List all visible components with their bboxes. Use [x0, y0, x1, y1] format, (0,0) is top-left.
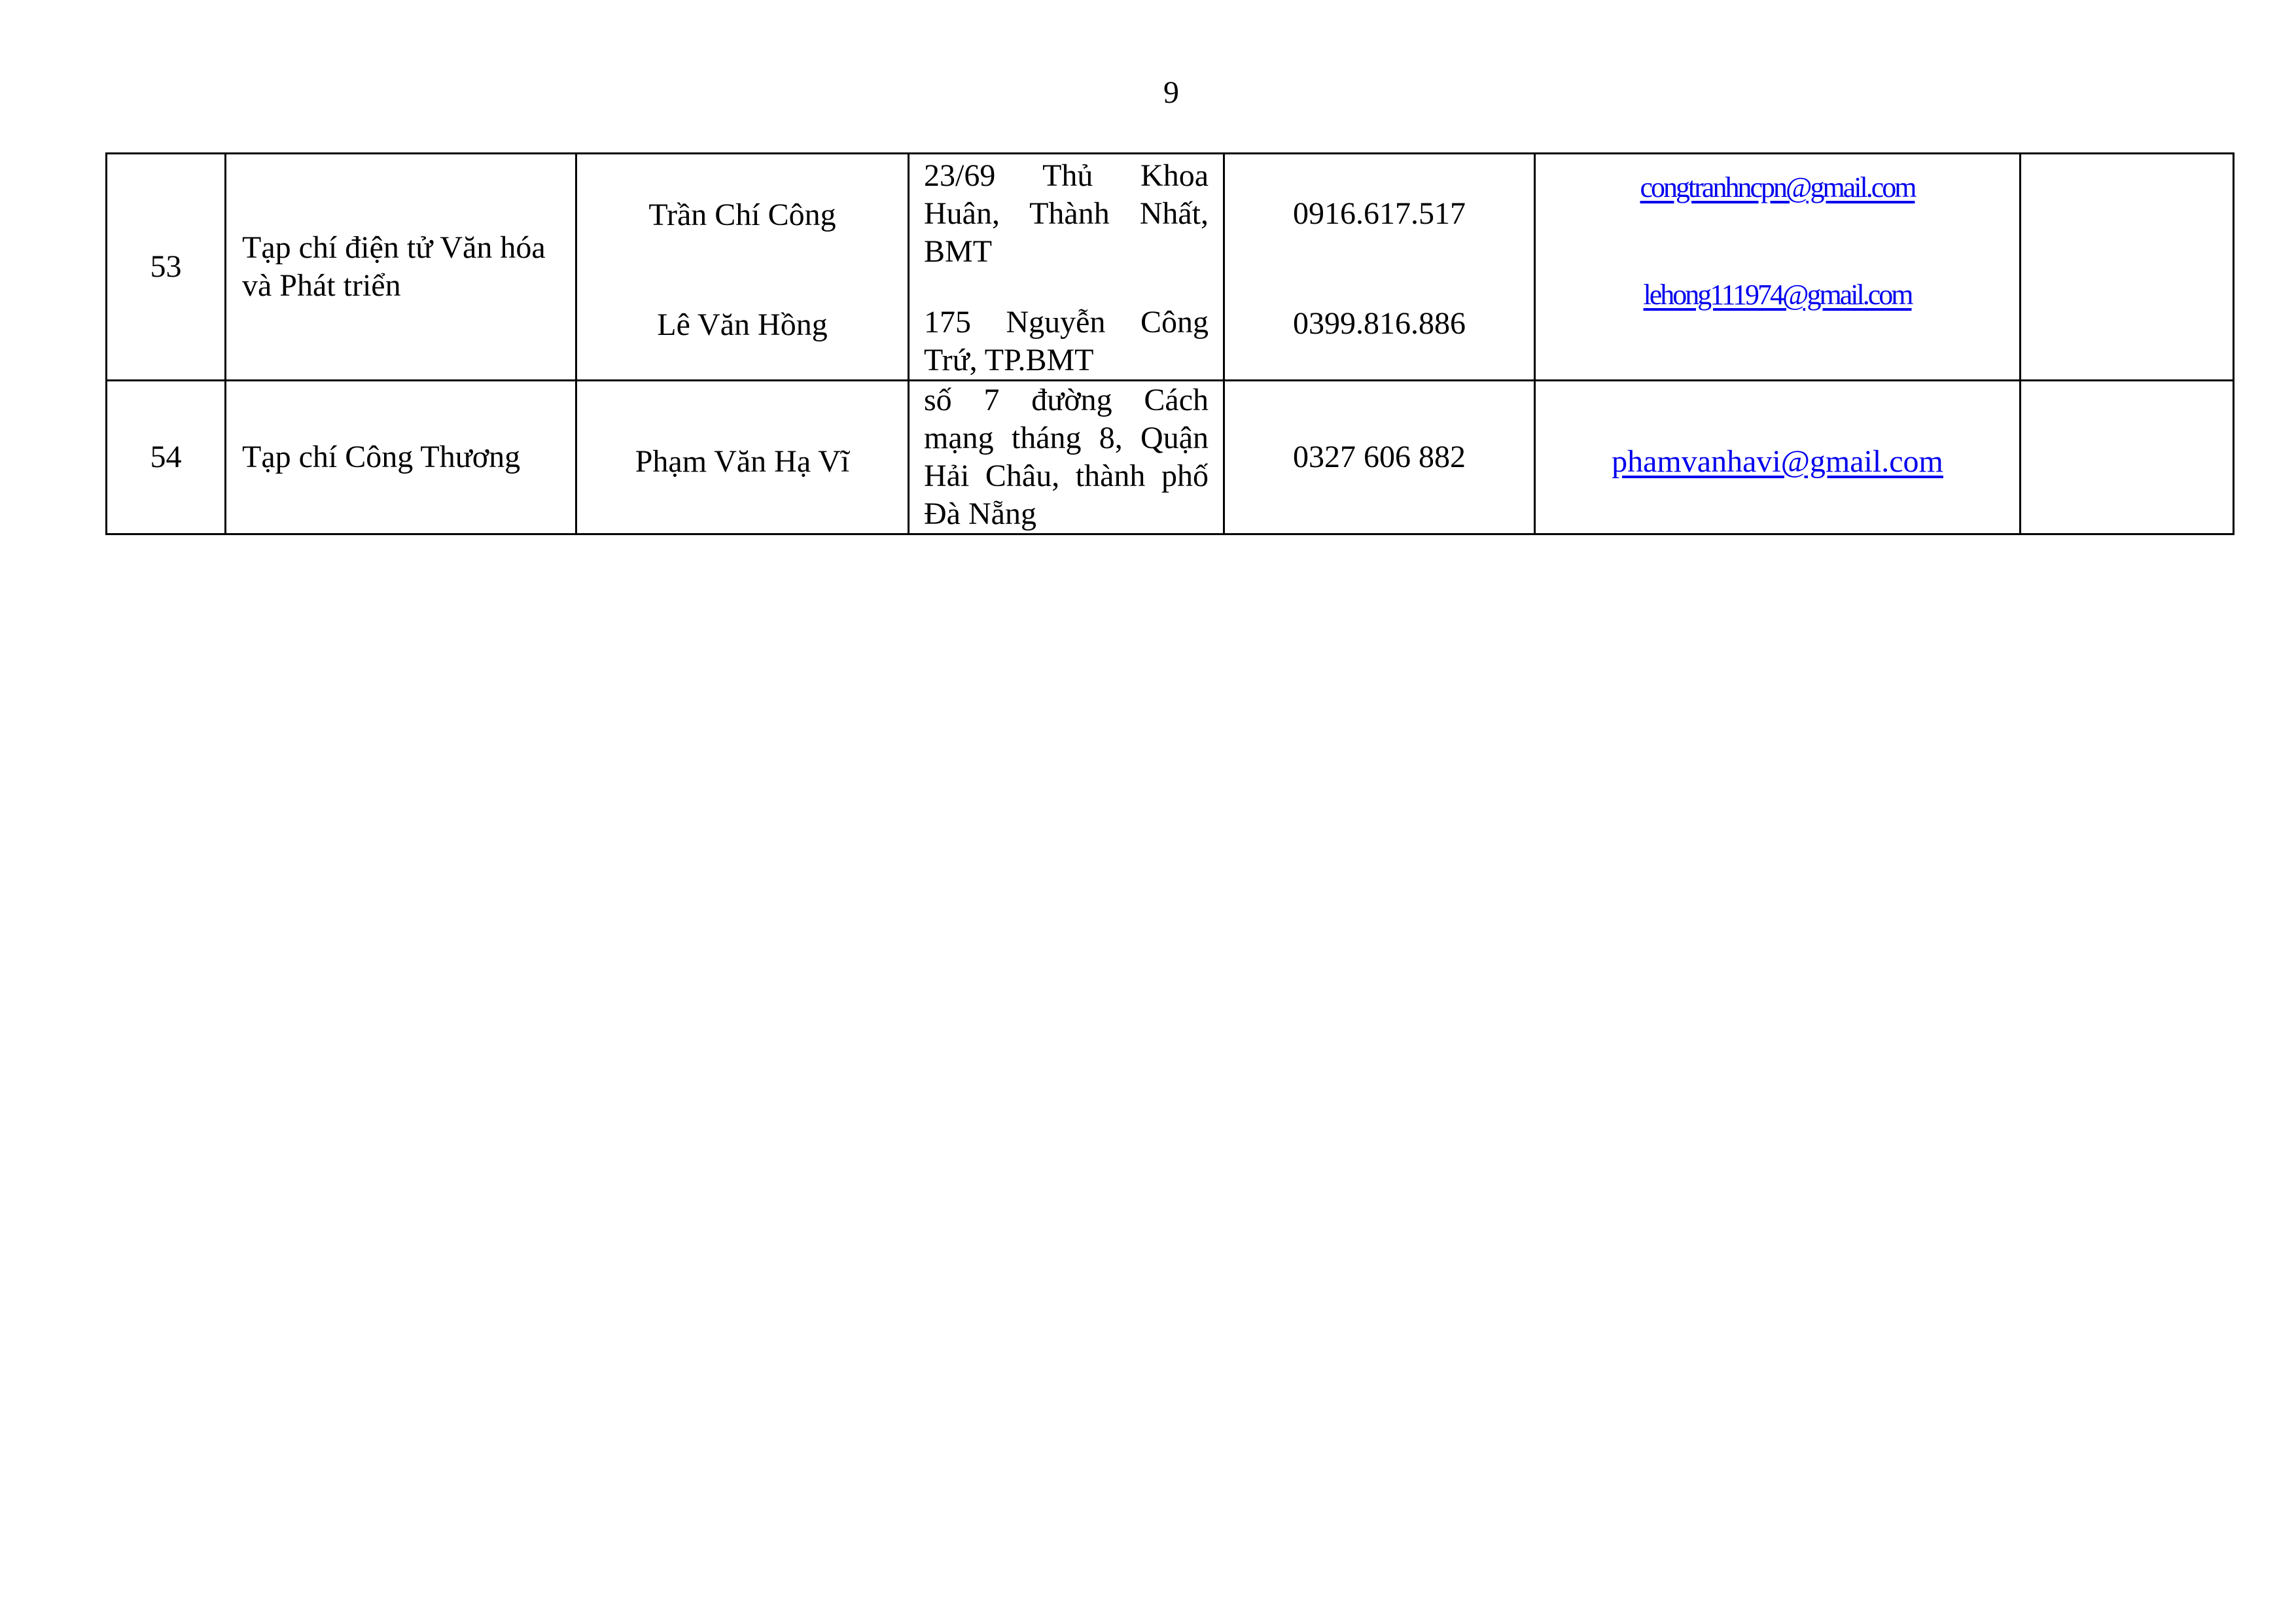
- contact-name: Lê Văn Hồng: [657, 307, 828, 342]
- person-cell: [576, 381, 909, 534]
- email-link[interactable]: congtranhncpn@gmail.com: [1640, 171, 1915, 203]
- row-number-cell: 53: [107, 154, 226, 381]
- contact-phone: 0327 606 882: [1293, 440, 1466, 474]
- contact-phone: 0916.617.517: [1293, 196, 1466, 231]
- contact-phone: 0399.816.886: [1293, 306, 1466, 341]
- note-cell: [2021, 154, 2234, 381]
- phone-cell: [1224, 381, 1535, 534]
- table-row: [107, 154, 2234, 381]
- address-cell: [909, 154, 1224, 381]
- contact-address: 23/69 Thủ Khoa Huân, Thành Nhất, BMT: [924, 158, 1209, 269]
- table-row: [107, 381, 2234, 534]
- note-cell: [2021, 381, 2234, 534]
- organization-cell: Tạp chí điện tử Văn hóa và Phát triển: [226, 154, 576, 381]
- address-cell: [909, 381, 1224, 534]
- email-link[interactable]: lehong111974@gmail.com: [1643, 279, 1912, 311]
- row-number-cell: 54: [107, 381, 226, 534]
- contact-name: Trần Chí Công: [648, 198, 836, 232]
- page-number: 9: [1163, 75, 1179, 110]
- contact-address: 175 Nguyễn Công Trứ, TP.BMT: [924, 305, 1209, 377]
- email-cell: [1535, 381, 2021, 534]
- email-cell: [1535, 154, 2021, 381]
- person-cell: [576, 154, 909, 381]
- organization-cell: Tạp chí Công Thương: [226, 381, 576, 534]
- contact-address: số 7 đường Cách mạng tháng 8, Quận Hải Châu, thành phố Đà Nẵng: [924, 383, 1209, 531]
- contacts-table: [105, 152, 2234, 535]
- phone-cell: [1224, 154, 1535, 381]
- email-link[interactable]: phamvanhavi@gmail.com: [1612, 444, 1943, 479]
- contact-name: Phạm Văn Hạ Vĩ: [635, 444, 850, 479]
